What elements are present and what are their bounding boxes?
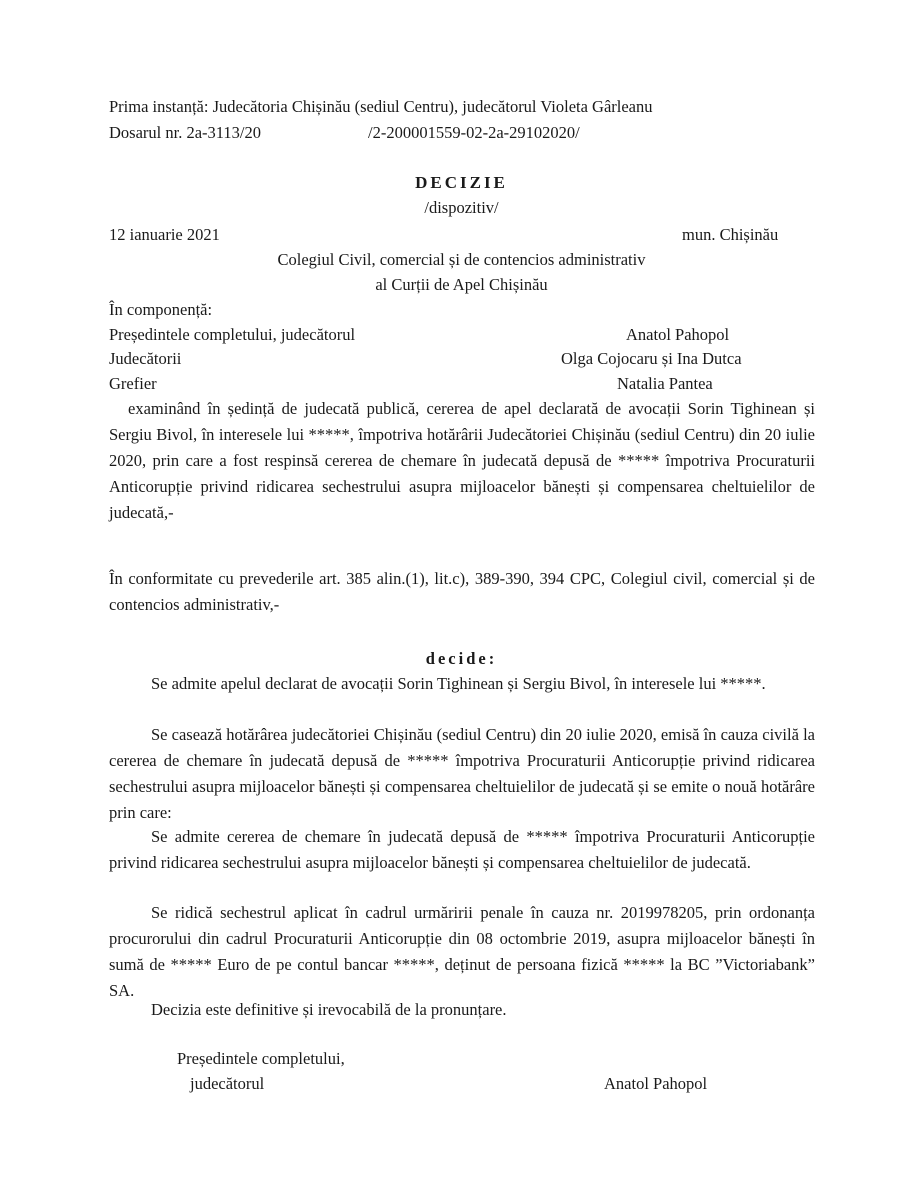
signature-role-line2: judecătorul <box>190 1074 265 1093</box>
legal-basis-paragraph: În conformitate cu prevederile art. 385 alin.(1), lit.c), 389-390, 394 CPC, Colegiul civil, comercial și de contencios administrativ,- <box>109 569 815 614</box>
composition-name: Natalia Pantea <box>617 374 713 393</box>
composition-name: Anatol Pahopol <box>626 325 730 344</box>
composition-role: Grefier <box>109 374 157 393</box>
document-title: DECIZIE <box>415 173 508 192</box>
decision-item: Se casează hotărârea judecătoriei Chișinău (sediul Centru) din 20 iulie 2020, emisă în cauza civilă la cererea de chemare în judecată depusă de ***** împotriva Procuraturii Anticorupție privind ridicarea sechestrului asupra mijloacelor bănești și compensarea cheltuielilor de judecată și se emite o nouă hotărâre prin care: <box>109 725 815 822</box>
court-name-line1: Colegiul Civil, comercial și de contencios administrativ <box>277 250 646 269</box>
composition-heading: În componență: <box>109 300 213 319</box>
decision-place: mun. Chișinău <box>682 225 779 244</box>
case-code: /2-200001559-02-2a-29102020/ <box>368 123 580 142</box>
signature-role-line1: Președintele completului, <box>177 1049 345 1068</box>
composition-role: Judecătorii <box>109 349 182 368</box>
case-number: Dosarul nr. 2a-3113/20 <box>109 123 261 142</box>
signature-name: Anatol Pahopol <box>604 1074 708 1093</box>
decision-item: Se admite apelul declarat de avocații Sorin Tighinean și Sergiu Bivol, în interesele lui *****. <box>151 674 766 693</box>
first-instance-line: Prima instanță: Judecătoria Chișinău (sediul Centru), judecătorul Violeta Gârleanu <box>109 97 653 116</box>
court-name-line2: al Curții de Apel Chișinău <box>375 275 548 294</box>
document-subtitle: /dispozitiv/ <box>424 198 499 217</box>
decision-item: Se ridică sechestrul aplicat în cadrul urmăririi penale în cauza nr. 2019978205, prin ordonanța procurorului din cadrul Procuraturii Anticorupție din 08 octombrie 2019, asupra mijloacelor bănești în sumă de ***** Euro de pe contul bancar *****, deținut de persoana fizică ***** la BC ”Victoriabank” SA. <box>109 903 815 1000</box>
decide-heading: decide: <box>425 649 498 668</box>
examination-paragraph: examinând în ședință de judecată publică, cererea de apel declarată de avocații Sorin Tighinean și Sergiu Bivol, în interesele lui *****, împotriva hotărârii Judecătoriei Chișinău (sediul Centru) din 20 iulie 2020, prin care a fost respinsă cererea de chemare în judecată depusă de ***** împotriva Procuraturii Anticorupție privind ridicarea sechestrului asupra mijloacelor bănești și compensarea cheltuielilor de judecată,- <box>109 399 815 522</box>
decision-date: 12 ianuarie 2021 <box>109 225 220 244</box>
decision-item: Se admite cererea de chemare în judecată depusă de ***** împotriva Procuraturii Anticorupție privind ridicarea sechestrului asupra mijloacelor bănești și compensarea cheltuielilor de judecată. <box>109 827 815 872</box>
composition-name: Olga Cojocaru și Ina Dutca <box>561 349 742 368</box>
decision-item: Decizia este definitive și irevocabilă de la pronunțare. <box>151 1000 507 1019</box>
composition-role: Președintele completului, judecătorul <box>109 325 356 344</box>
